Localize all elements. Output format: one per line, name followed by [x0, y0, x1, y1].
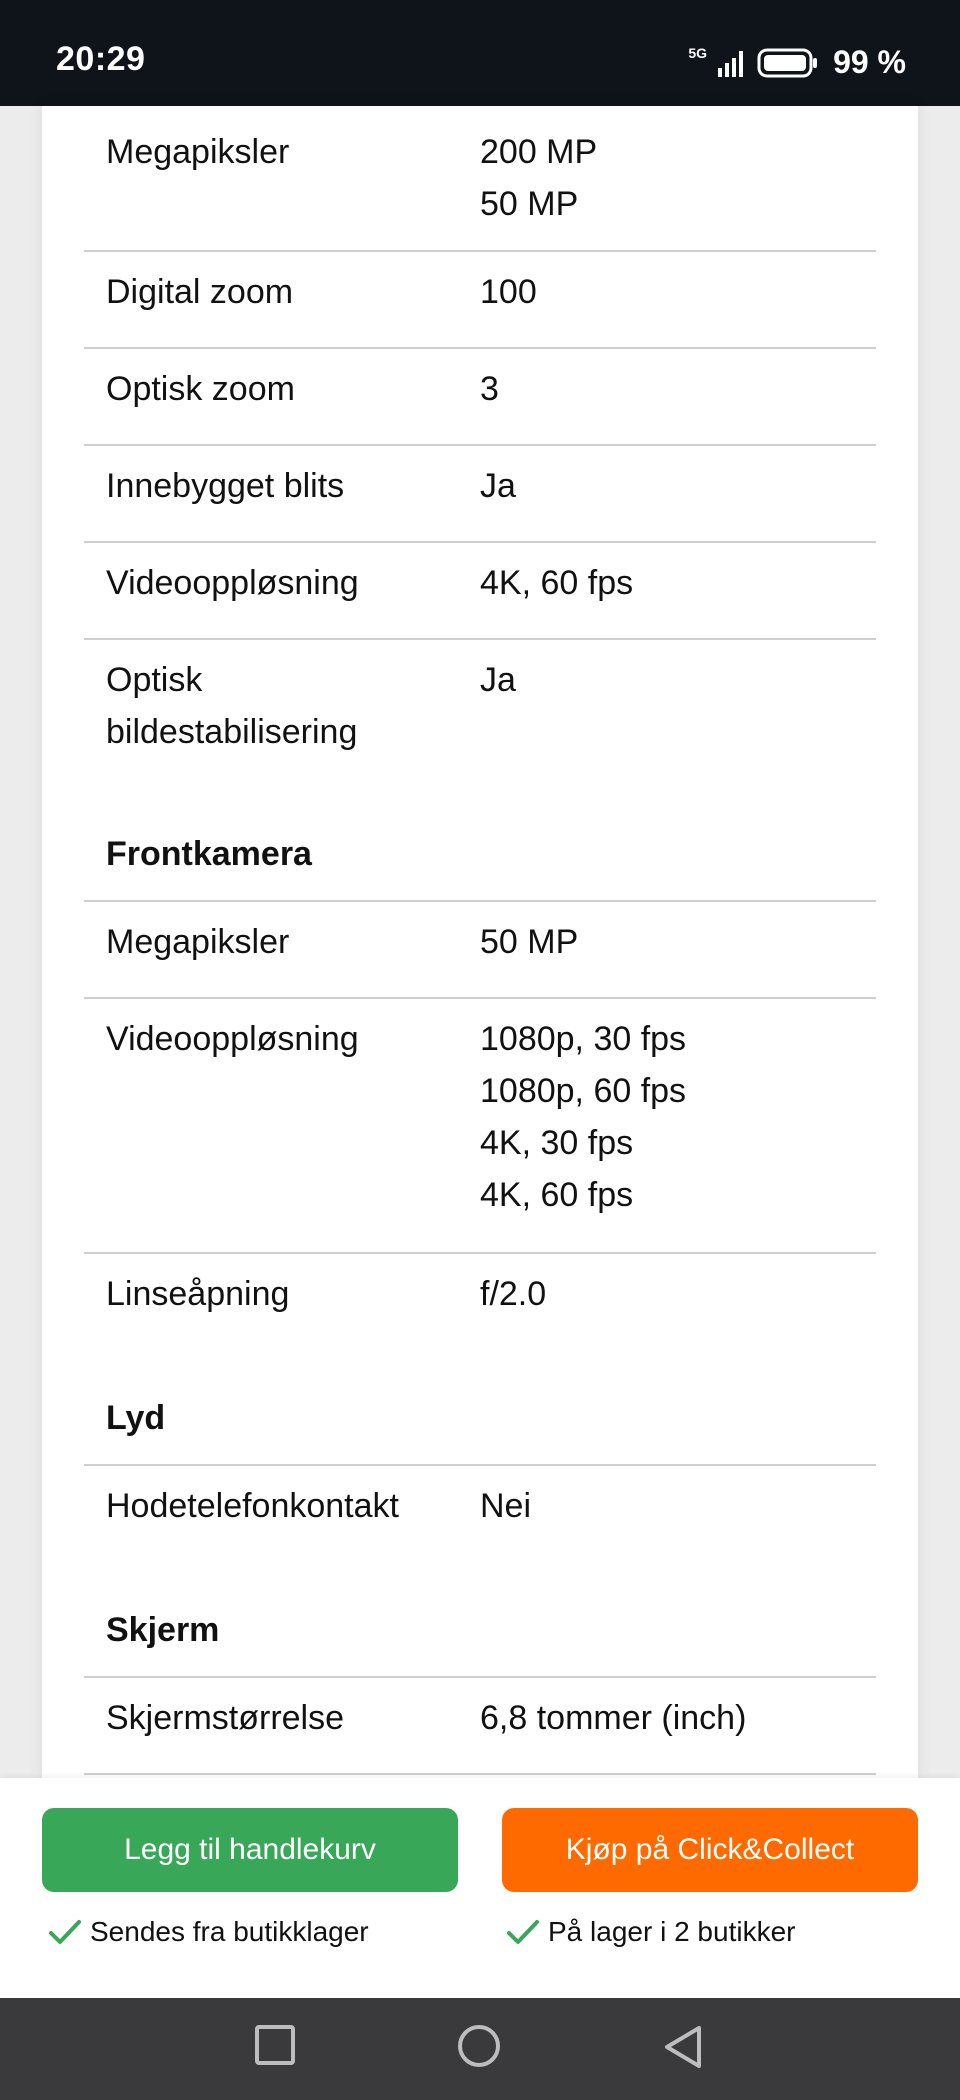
- add-to-cart-button[interactable]: Legg til handlekurv: [42, 1808, 458, 1892]
- back-icon[interactable]: [662, 2024, 704, 2070]
- spec-value: 1080p, 30 fps 1080p, 60 fps 4K, 30 fps 4K, 60 fps: [480, 1020, 687, 1214]
- section-heading-frontkamera: Frontkamera: [106, 835, 312, 873]
- spec-label: Optisk zoom: [106, 370, 295, 408]
- battery-icon: [757, 47, 819, 79]
- spec-value: Nei: [480, 1487, 532, 1525]
- section-heading-lyd: Lyd: [106, 1399, 166, 1437]
- status-bar: [0, 0, 960, 106]
- spec-value: 6,8 tommer (inch): [480, 1699, 747, 1737]
- recent-apps-icon[interactable]: [254, 2024, 296, 2066]
- status-indicators: [688, 44, 906, 81]
- shipping-note-text: Sendes fra butikklager: [90, 1916, 369, 1947]
- spec-label: Megapiksler: [106, 923, 290, 961]
- section-heading-skjerm: Skjerm: [106, 1611, 220, 1649]
- spec-row: [84, 349, 876, 446]
- battery-percent: 99 %: [833, 44, 906, 80]
- system-navigation-bar: [0, 1998, 960, 2100]
- spec-label: Linseåpning: [106, 1275, 290, 1313]
- spec-label: Videooppløsning: [106, 1020, 359, 1058]
- spec-row: [84, 1678, 876, 1775]
- spec-label: Skjermstørrelse: [106, 1699, 345, 1737]
- spec-row: [84, 446, 876, 543]
- stock-note: [506, 1916, 795, 1948]
- spec-label: Megapiksler: [106, 133, 290, 171]
- spec-table-card: [42, 106, 918, 1778]
- spec-value: 200 MP 50 MP: [480, 133, 598, 223]
- checkmark-icon: [506, 1918, 540, 1946]
- spec-value: f/2.0: [480, 1275, 547, 1313]
- status-time: 20:29: [56, 40, 146, 78]
- spec-row: [84, 640, 876, 770]
- shipping-note: [48, 1916, 369, 1948]
- spec-value: 3: [480, 370, 499, 408]
- spec-label: Hodetelefonkontakt: [106, 1487, 399, 1525]
- spec-label: Innebygget blits: [106, 467, 345, 505]
- spec-value: 50 MP: [480, 923, 579, 961]
- purchase-action-bar: [0, 1778, 960, 1998]
- checkmark-icon: [48, 1918, 82, 1946]
- home-icon[interactable]: [456, 2024, 502, 2070]
- spec-value: Ja: [480, 467, 516, 505]
- spec-label: Digital zoom: [106, 273, 294, 311]
- spec-row: [84, 902, 876, 999]
- spec-label: Optisk bildestabilisering: [106, 661, 358, 751]
- stock-note-text: På lager i 2 butikker: [548, 1916, 796, 1947]
- spec-value: Ja: [480, 661, 516, 699]
- click-and-collect-button[interactable]: Kjøp på Click&Collect: [502, 1808, 918, 1892]
- spec-value: 100: [480, 273, 537, 311]
- spec-label: Videooppløsning: [106, 564, 359, 602]
- spec-row: [84, 999, 876, 1254]
- spec-row: [84, 1254, 876, 1349]
- signal-icon: [717, 48, 747, 78]
- spec-row: [84, 106, 876, 252]
- spec-value: 4K, 60 fps: [480, 564, 634, 602]
- spec-row: [84, 252, 876, 349]
- spec-row: [84, 1466, 876, 1561]
- spec-row: [84, 543, 876, 640]
- network-type-label: 5G: [688, 45, 708, 61]
